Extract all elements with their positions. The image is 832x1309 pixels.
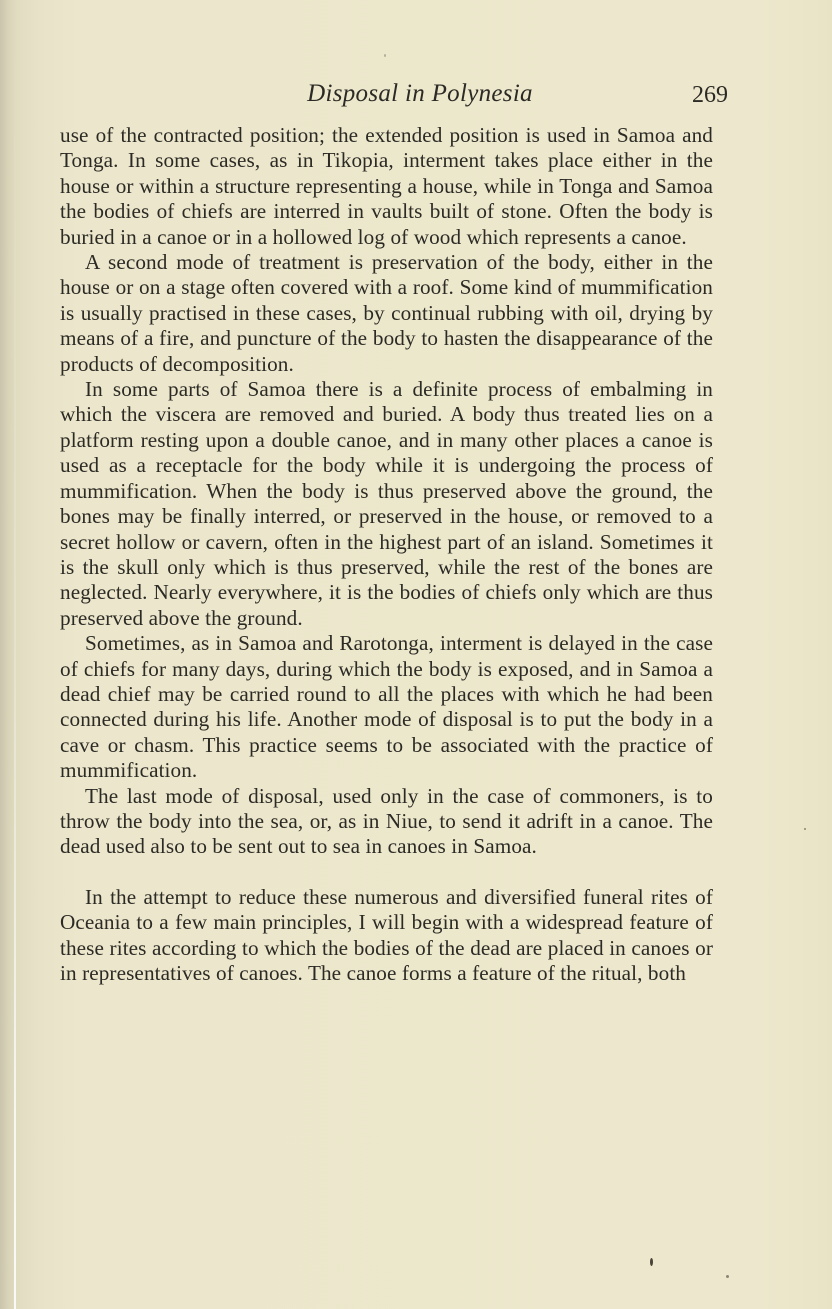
body-text: [60, 123, 713, 986]
ink-speck: [650, 1258, 653, 1266]
paragraph: use of the contracted position; the extended position is used in Samoa and Tonga. In some cases, as in Tikopia, interment takes place either in the house or within a structure representing a house, while in Tonga and Samoa the bodies of chiefs are interred in vaults built of stone. Often the body is buried in a canoe or in a hollowed log of wood which represents a canoe.: [60, 123, 713, 249]
paragraph: A second mode of treatment is preservation of the body, either in the house or on a stage often covered with a roof. Some kind of mummification is usually practised in these cases, by continual rubbing with oil, drying by means of a fire, and puncture of the body to hasten the disappearance of the products of decomposition.: [60, 250, 713, 376]
running-title: Disposal in Polynesia: [307, 80, 533, 107]
ink-speck: [726, 1275, 729, 1278]
page-header: [60, 62, 728, 108]
paragraph: The last mode of disposal, used only in the case of commoners, is to throw the body into the sea, or, as in Niue, to send it adrift in a canoe. The dead used also to be sent out to sea in canoes in Samoa.: [60, 783, 713, 859]
ink-speck: [804, 828, 806, 830]
paragraph: Sometimes, as in Samoa and Rarotonga, interment is delayed in the case of chiefs for many days, during which the body is exposed, and in Samoa a dead chief may be carried round to all the places with which he had been connected during his life. Another mode of disposal is to put the body in a cave or chasm. This practice seems to be associated with the practice of mummification.: [60, 631, 713, 783]
paragraph: In some parts of Samoa there is a definite process of embalming in which the viscera are removed and buried. A body thus treated lies on a platform resting upon a double canoe, and in many other places a canoe is used as a receptacle for the body while it is undergoing the process of mummification. When the body is thus preserved above the ground, the bones may be finally interred, or preserved in the house, or removed to a secret hollow or cavern, often in the highest part of an island. Sometimes it is the skull only which is thus preserved, while the rest of the bones are neglected. Nearly everywhere, it is the bodies of chiefs only which are thus preserved above the ground.: [60, 377, 713, 630]
page-number: 269: [692, 82, 728, 108]
ink-speck: [384, 54, 386, 57]
binding-edge: [14, 0, 16, 1309]
paragraph: In the attempt to reduce these numerous and diversified funeral rites of Oceania to a few main principles, I will begin with a widespread feature of these rites according to which the bodies of the dead are placed in canoes or in representatives of canoes. The canoe forms a feature of the ritual, both: [60, 884, 713, 985]
